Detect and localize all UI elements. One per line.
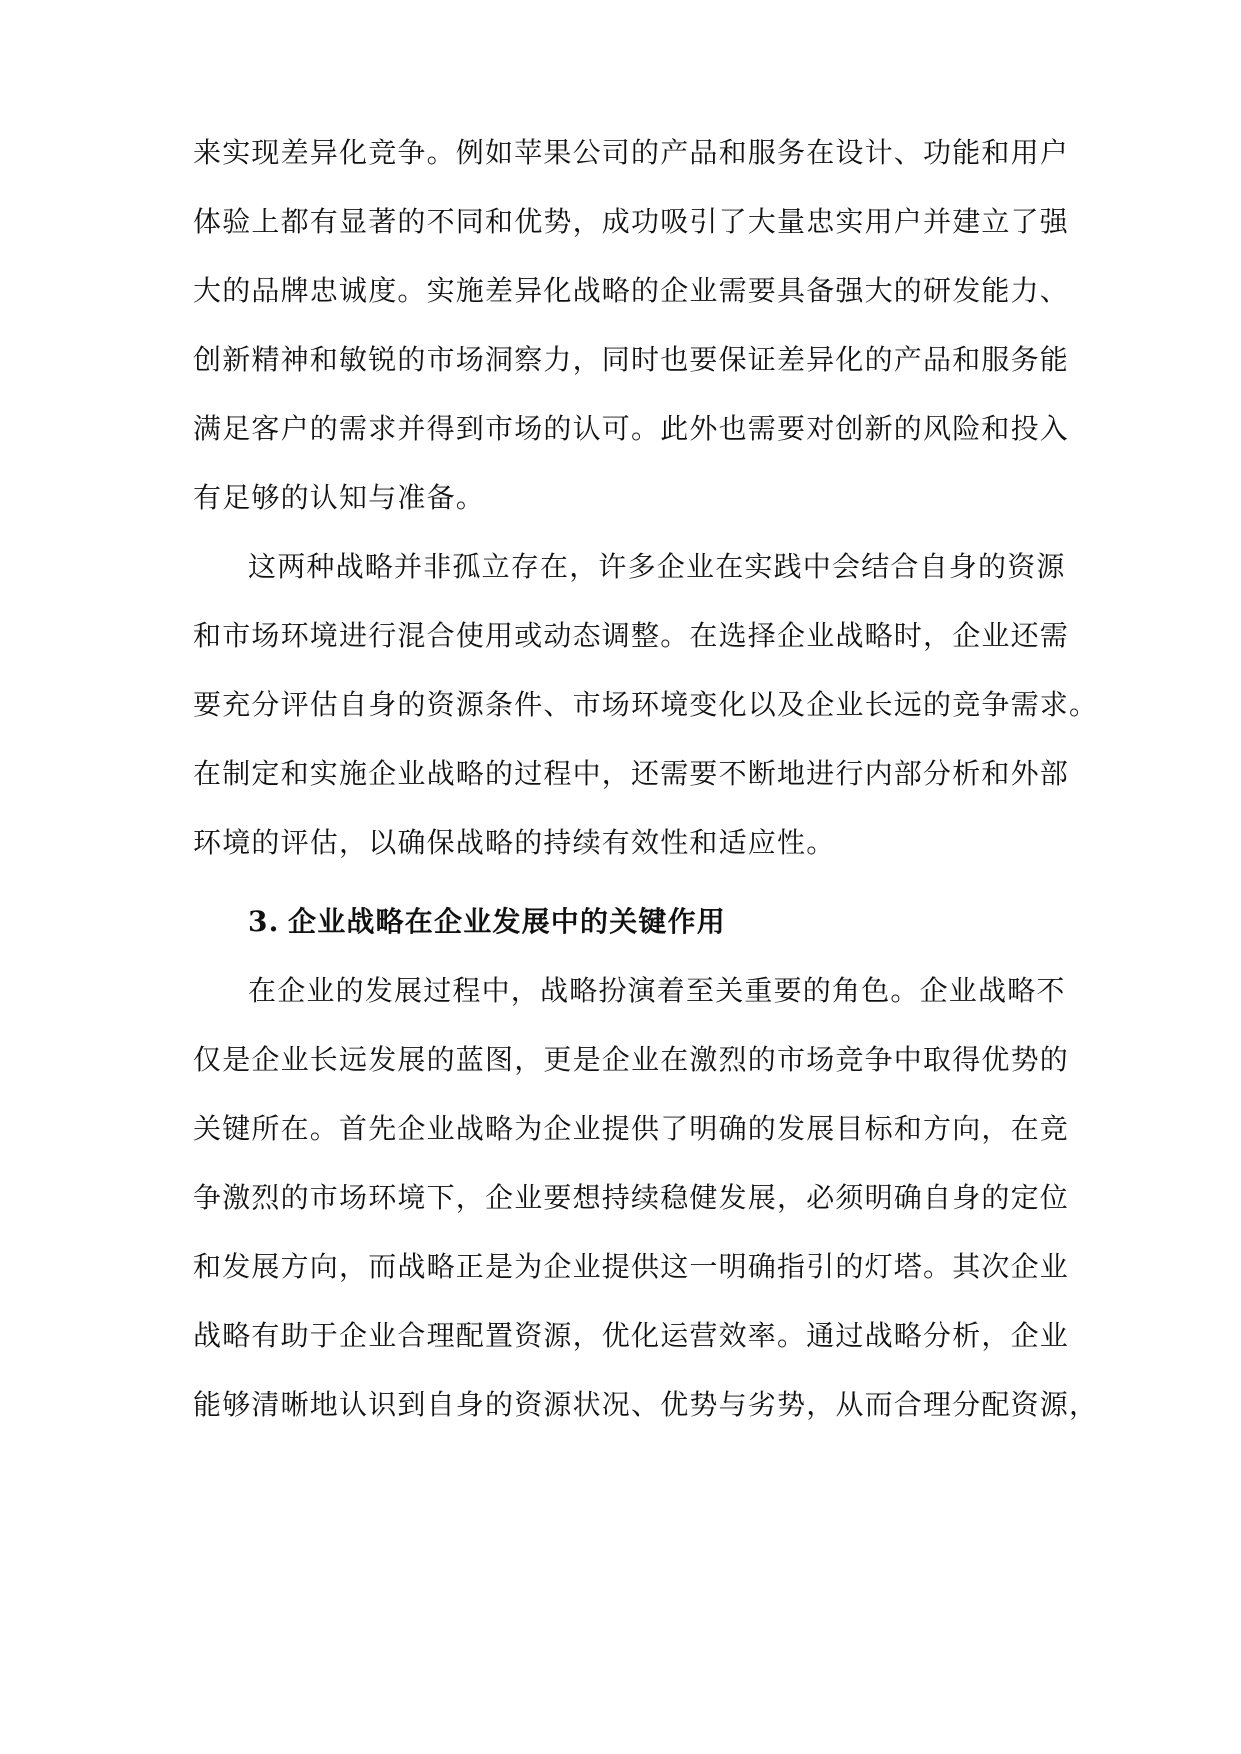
section-title: 企业战略在企业发展中的关键作用 <box>288 905 727 938</box>
paragraph-2-line-2: 和市场环境进行混合使用或动态调整。在选择企业战略时，企业还需 <box>193 619 1070 652</box>
paragraph-1-line-1: 来实现差异化竞争。例如苹果公司的产品和服务在设计、功能和用户 <box>193 136 1070 169</box>
paragraph-1-line-2: 体验上都有显著的不同和优势，成功吸引了大量忠实用户并建立了强 <box>193 205 1070 238</box>
paragraph-2-line-5: 环境的评估，以确保战略的持续有效性和适应性。 <box>193 826 836 859</box>
paragraph-3-line-2: 仅是企业长远发展的蓝图，更是企业在激烈的市场竞争中取得优势的 <box>193 1043 1070 1076</box>
paragraph-1-line-6: 有足够的认知与准备。 <box>193 481 486 514</box>
paragraph-2-line-3: 要充分评估自身的资源条件、市场环境变化以及企业长远的竞争需求。 <box>193 688 1099 721</box>
paragraph-3-line-1: 在企业的发展过程中，战略扮演着至关重要的角色。企业战略不 <box>248 974 1066 1007</box>
paragraph-3-line-3: 关键所在。首先企业战略为企业提供了明确的发展目标和方向，在竞 <box>193 1112 1070 1145</box>
paragraph-1-line-5: 满足客户的需求并得到市场的认可。此外也需要对创新的风险和投入 <box>193 412 1070 445</box>
paragraph-1-line-4: 创新精神和敏锐的市场洞察力，同时也要保证差异化的产品和服务能 <box>193 343 1070 376</box>
paragraph-3-line-5: 和发展方向，而战略正是为企业提供这一明确指引的灯塔。其次企业 <box>193 1250 1070 1283</box>
section-number: 3. <box>248 905 280 938</box>
paragraph-2-line-1: 这两种战略并非孤立存在，许多企业在实践中会结合自身的资源 <box>248 550 1066 583</box>
paragraph-2-line-4: 在制定和实施企业战略的过程中，还需要不断地进行内部分析和外部 <box>193 757 1070 790</box>
section-heading <box>248 900 1053 944</box>
paragraph-1-line-3: 大的品牌忠诚度。实施差异化战略的企业需要具备强大的研发能力、 <box>193 274 1070 307</box>
paragraph-3-line-6: 战略有助于企业合理配置资源，优化运营效率。通过战略分析，企业 <box>193 1319 1070 1352</box>
paragraph-3-line-4: 争激烈的市场环境下，企业要想持续稳健发展，必须明确自身的定位 <box>193 1181 1070 1214</box>
paragraph-3-line-7: 能够清晰地认识到自身的资源状况、优势与劣势，从而合理分配资源， <box>193 1388 1099 1421</box>
